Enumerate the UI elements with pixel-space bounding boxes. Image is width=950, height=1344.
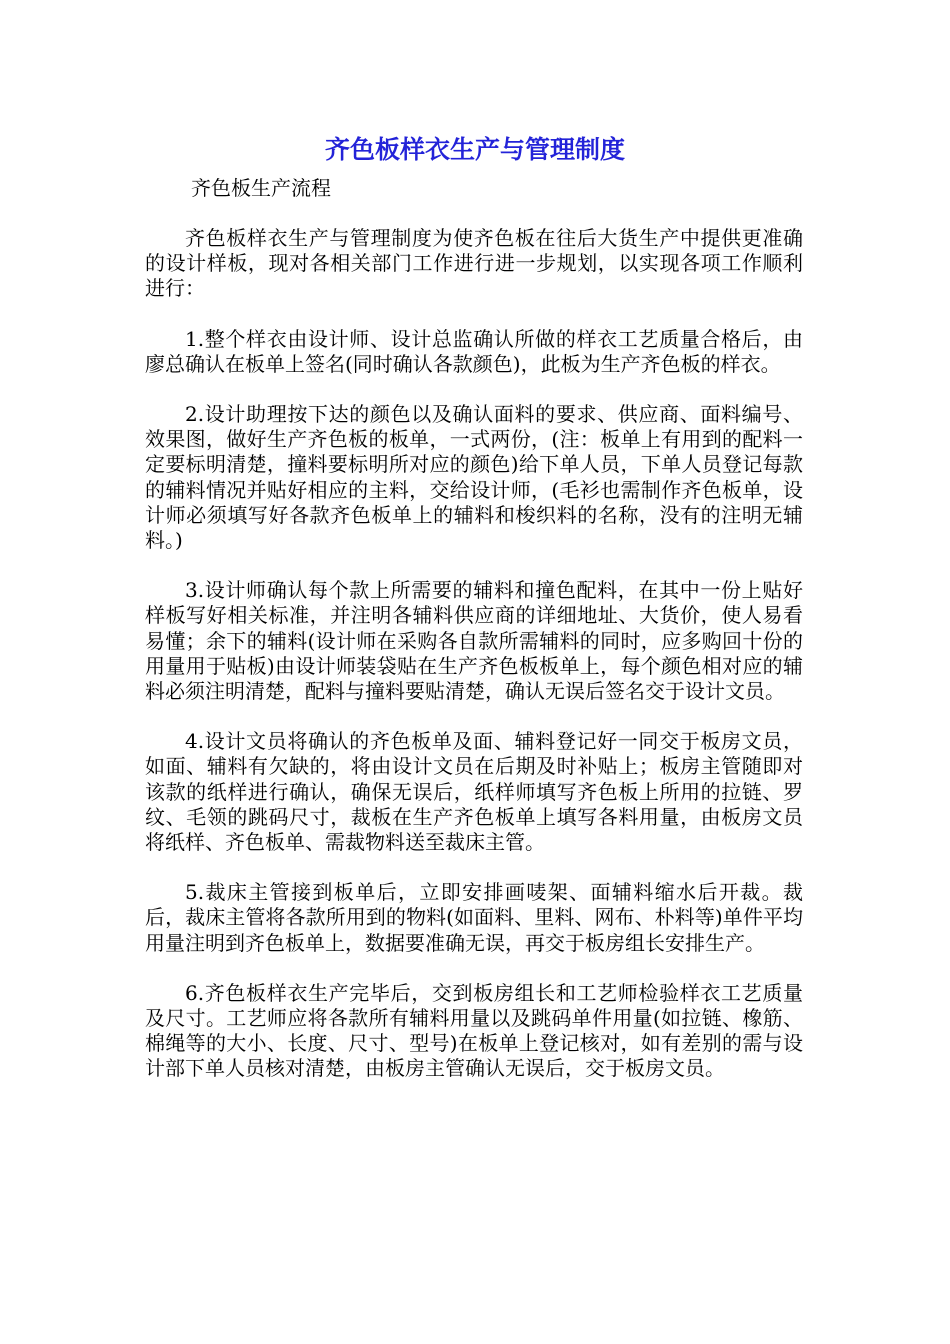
- paragraph-step-5: 5.裁床主管接到板单后，立即安排画唛架、面辅料缩水后开裁。裁后，裁床主管将各款所用到的物料(如面料、里料、网布、朴料等)单件平均用量注明到齐色板单上，数据要准确无误，再交于板房组长安排生产。: [145, 880, 803, 955]
- section-heading: 齐色板生产流程: [191, 176, 331, 200]
- paragraph-step-6: 6.齐色板样衣生产完毕后，交到板房组长和工艺师检验样衣工艺质量及尺寸。工艺师应将各款所有辅料用量以及跳码单件用量(如拉链、橡筋、棉绳等的大小、长度、尺寸、型号)在板单上登记核对，如有差别的需与设计部下单人员核对清楚，由板房主管确认无误后，交于板房文员。: [145, 980, 803, 1081]
- document-title: 齐色板样衣生产与管理制度: [324, 135, 625, 164]
- paragraph-step-4: 4.设计文员将确认的齐色板单及面、辅料登记好一同交于板房文员，如面、辅料有欠缺的，将由设计文员在后期及时补贴上；板房主管随即对该款的纸样进行确认，确保无误后，纸样师填写齐色板上所用的拉链、罗纹、毛领的跳码尺寸，裁板在生产齐色板单上填写各料用量，由板房文员将纸样、齐色板单、需裁物料送至裁床主管。: [145, 729, 803, 855]
- paragraph-step-2: 2.设计助理按下达的颜色以及确认面料的要求、供应商、面料编号、效果图，做好生产齐色板的板单，一式两份，(注：板单上有用到的配料一定要标明清楚，撞料要标明所对应的颜色)给下单人员，下单人员登记每款的辅料情况并贴好相应的主料，交给设计师，(毛衫也需制作齐色板单，设计师必须填写好各款齐色板单上的辅料和梭织料的名称，没有的注明无辅料。): [145, 402, 803, 553]
- paragraph-step-3: 3.设计师确认每个款上所需要的辅料和撞色配料，在其中一份上贴好样板写好相关标准，并注明各辅料供应商的详细地址、大货价，使人易看易懂；余下的辅料(设计师在采购各自款所需辅料的同时，应多购回十份的用量用于贴板)由设计师装袋贴在生产齐色板板单上，每个颜色相对应的辅料必须注明清楚，配料与撞料要贴清楚，确认无误后签名交于设计文员。: [145, 578, 803, 704]
- document-body: [145, 226, 803, 1107]
- paragraph-step-1: 1.整个样衣由设计师、设计总监确认所做的样衣工艺质量合格后，由廖总确认在板单上签名(同时确认各款颜色)，此板为生产齐色板的样衣。: [145, 326, 803, 376]
- intro-paragraph: 齐色板样衣生产与管理制度为使齐色板在往后大货生产中提供更准确的设计样板，现对各相关部门工作进行进一步规划，以实现各项工作顺利进行：: [145, 226, 803, 301]
